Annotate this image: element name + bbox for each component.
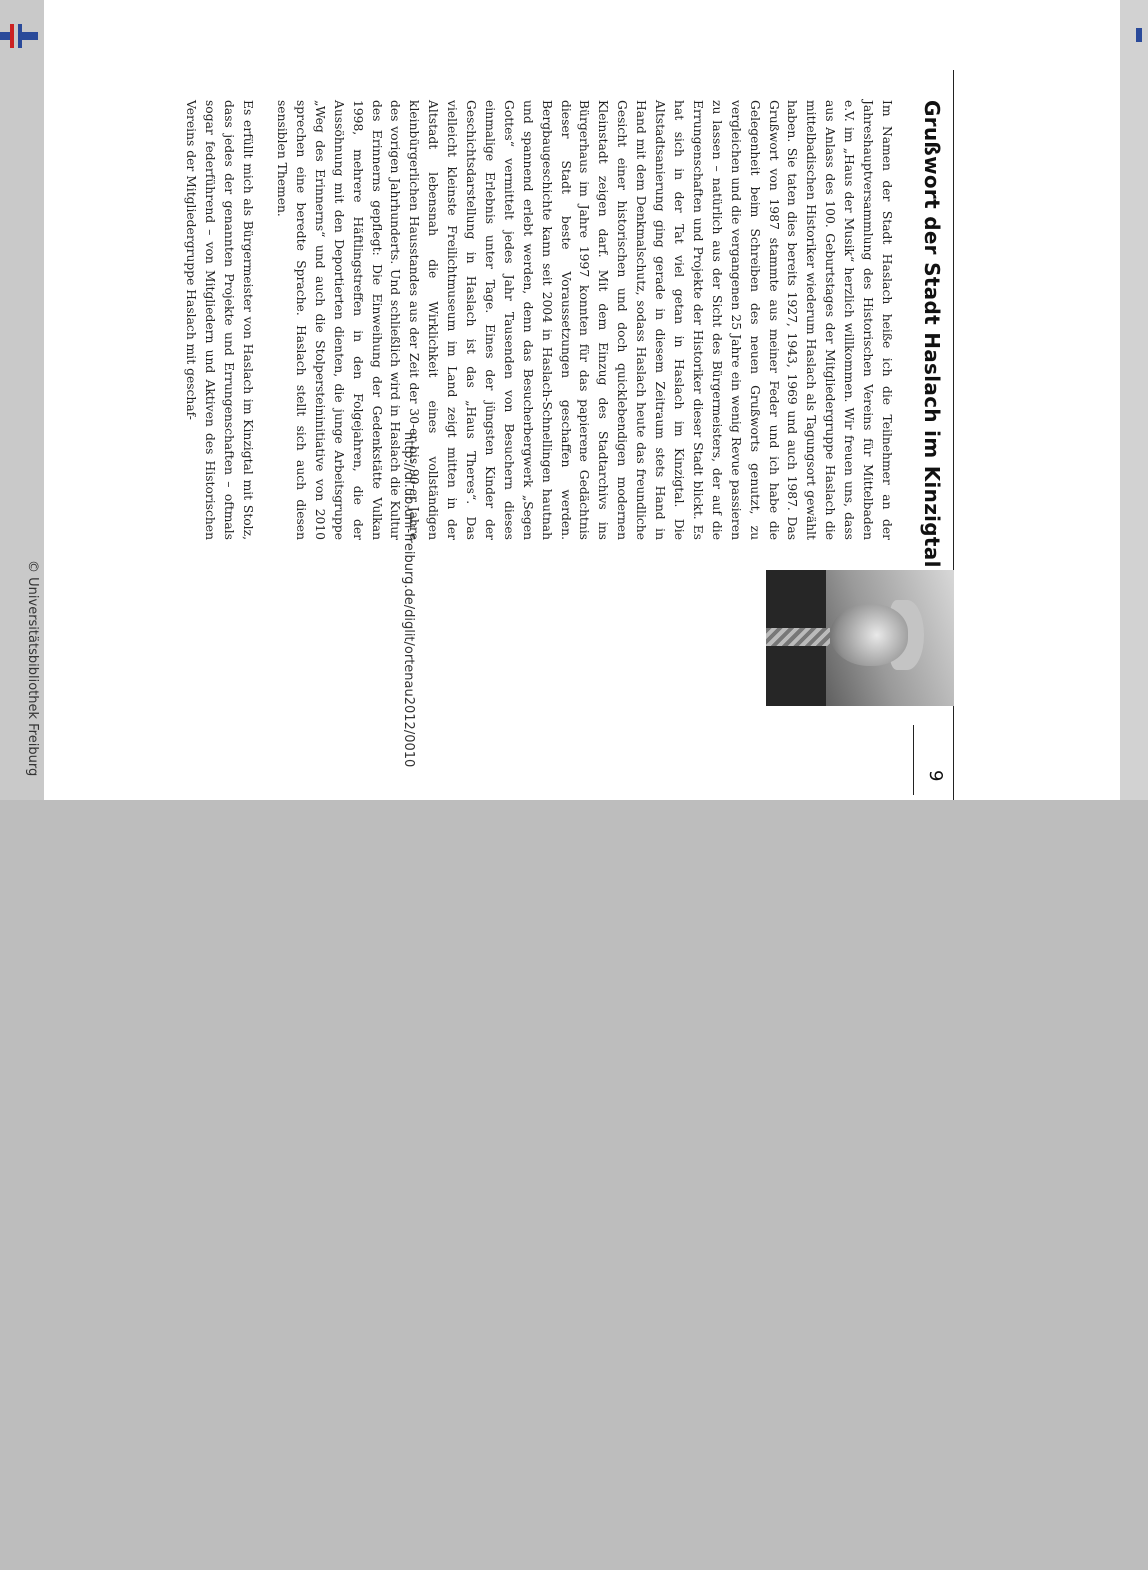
page-number-rule [913,725,914,795]
footer-url[interactable]: http://dl.ub.uni-freiburg.de/diglit/ortenau2012/0010 [401,432,416,768]
library-logo-icon [0,22,40,50]
portrait-photo [766,570,954,706]
document-page [25,0,1120,800]
footer-copyright: © Universitätsbibliothek Freiburg [25,560,40,777]
rotated-page-content [134,70,954,1570]
paragraph-2: Es erfüllt mich als Bürgermeister von Haslach im Kinzigtal mit Stolz, dass jedes der genannten Projekte und Errungenschaften – oftmals sogar federführend – von Mitgliedern und Aktiven des Historischen Vereins der Mitgliedergruppe Haslach mit geschaf- [184,100,256,540]
page-title: Grußwort der Stadt Haslach im Kinzigtal [920,100,944,568]
body-text [166,100,896,540]
right-margin [1120,0,1148,800]
edge-marker [1136,28,1142,42]
page-number: 9 [925,770,946,782]
paragraph-1: Im Namen der Stadt Haslach heiße ich die Teilnehmer an der Jahreshauptversammlung des Historischen Vereins für Mittelbaden e.V. im „Haus der Musik“ herzlich willkommen. Wir freuen uns, dass aus Anlass des 100. Geburtstages der Mitgliedergruppe Haslach die mittelbadischen Historiker wiederum Haslach als Tagungsort gewählt haben. Sie taten dies bereits 1927, 1943, 1969 und auch 1987. Das Grußwort von 1987 stammte aus meiner Feder und ich habe die Gelegenheit beim Schreiben des neuen Grußworts genutzt, zu vergleichen und die vergangenen 25 Jahre ein wenig Revue passieren zu lassen – natürlich aus der Sicht des Bürgermeisters, der auf die Errungenschaften und Projekte der Historiker dieser Stadt blickt. Es hat sich in der Tat viel getan in Haslach im Kinzigtal. Die Altstadtsanierung ging gerade in diesem Zeitraum stets Hand in Hand mit dem Denkmalschutz, sodass Haslach heute das freundliche Gesicht einer historischen und doch quicklebendigen modernen Kleinstadt zeigen darf. Mit dem Einzug des Stadtarchivs ins Bürgerhaus im Jahre 1997 konnten für das papierene Gedächtnis dieser Stadt beste Voraussetzungen geschaffen werden. Bergbaugeschichte kann seit 2004 in Haslach-Schnellingen hautnah und spannend erlebt werden, denn das Besucherbergwerk „Segen Gottes“ vermittelt jedes Jahr Tausenden von Besuchern dieses einmalige Erlebnis unter Tage. Eines der jüngsten Kinder der Geschichtsdarstellung in Haslach ist das „Haus Theres“. Das vielleicht kleinste Freilichtmuseum im Land zeigt mitten in der Altstadt lebensnah die Wirklichkeit eines vollständigen kleinbürgerlichen Hausstandes aus der Zeit der 30-er bis 90-er Jahre des vorigen Jahrhunderts. Und schließlich wird in Haslach die Kultur des Erinnerns gepflegt: Die Einweihung der Gedenkstätte Vulkan 1998, mehrere Häftlingstreffen in den Folgejahren, die der Aussöhnung mit den Deportierten dienten, die junge Arbeitsgruppe „Weg des Erinnerns“ und auch die Stolpersteininitiative von 2010 sprechen eine beredte Sprache. Haslach stellt sich auch diesen sensiblen Themen. [275,100,894,540]
